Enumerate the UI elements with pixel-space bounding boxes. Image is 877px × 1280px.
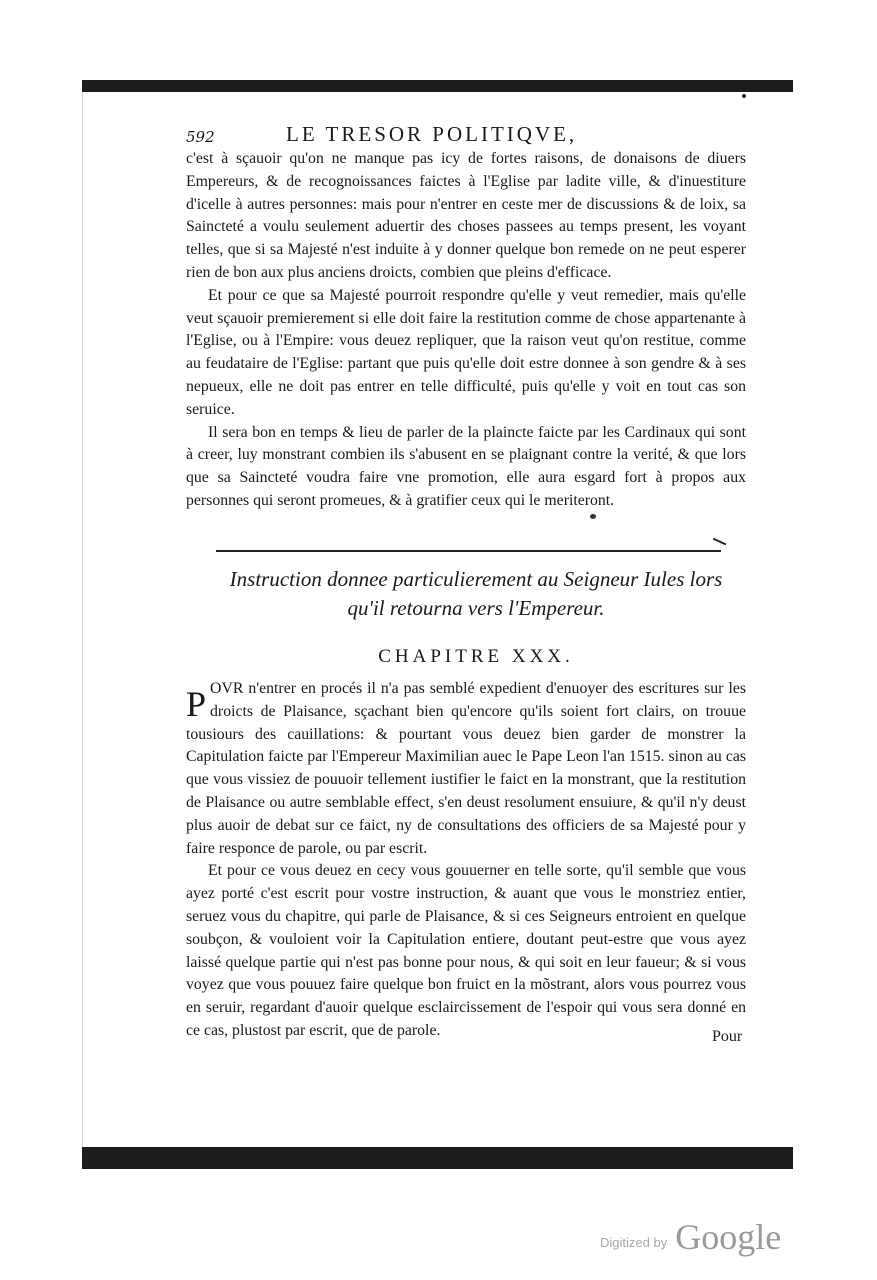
paragraph-text: OVR n'entrer en procés il n'a pas semblé expedient d'enuoyer des escritures sur les droicts de Plaisance, sçachant bien qu'encore qu'ils soient fort clairs, on trouue tousiours des cauillations: & pourtant vous deuez bien garder de monstrer la Capitulation faicte par l'Empereur Maximilian auec le Pape Leon l'an 1515. sinon au cas que vous vissiez de pouuoir tellement iustifier le faict en la monstrant, que la restitution de Plaisance ou autre semblable effect, s'en deust resolument ensuiure, & qu'il n'y deust plus auoir de debat sur ce faict, ny de consultations des officiers de sa Majesté pour y faire responce de parole, ou par escrit. [186,680,746,857]
chapter-title-line: Instruction donnee particulierement au Seigneur Iules lors [229,567,723,591]
scan-speck [742,94,746,98]
paragraph: Et pour ce que sa Majesté pourroit respondre qu'elle y veut remedier, mais qu'elle veut sçauoir premierement si elle doit faire la restitution comme de chose appartenante à l'Eglise, ou à l'Empire: vous deuez repliquer, que la raison veut qu'on restitue, comme au feudataire de l'Eglise: partant que puis qu'elle doit estre donnee à son gendre & à ses nepueux, elle ne doit pas entrer en telle difficulté, puis qu'elle y voit en tout cas son seruice. [186,286,746,418]
section-rule [216,550,721,552]
page-number: 592 [186,128,215,146]
paragraph [186,678,746,860]
drop-cap: P [186,684,207,724]
chapter-number: CHAPITRE XXX. [378,646,574,667]
paragraph: Et pour ce vous deuez en cecy vous gouuerner en telle sorte, qu'il semble que vous ayez porté c'est escrit pour vostre instruction, & auant que vous le monstriez entier, seruez vous du chapitre, qui parle de Plaisance, & si ces Seigneurs entroient en quelque soubçon, & vouloient voir la Capitulation entiere, doutant peut-estre que vous ayez laissé quelque partie qui n'est pas bonne pour nous, & qui soit en leur faueur; & si vous voyez que vous pouuez faire quelque bon fruict en la mõstrant, alors vous pourrez vous en seruir, regardant d'auoir quelque esclaircissement de l'espoir qui vous sera donné en ce cas, plustost par escrit, que de parole. [186,862,746,1039]
google-logo: Google [675,1217,782,1257]
scan-bottom-border [82,1147,793,1169]
section-rule-flourish [708,538,727,557]
chapter-title-line: qu'il retourna vers l'Empereur. [347,596,605,620]
chapter-text [186,678,746,1043]
chapter-title [196,565,756,623]
digitized-by-label: Digitized by [600,1235,668,1250]
previous-chapter-text [186,148,746,513]
page-left-edge [82,92,83,1147]
ink-blot [590,514,596,519]
paragraph: c'est à sçauoir qu'on ne manque pas icy de fortes raisons, de donaisons de diuers Empereurs, & de recognoissances faictes à l'Eglise par ladite ville, & d'inuestiture d'icelle à autres personnes: mais pour n'entrer en ceste mer de discussions & de loix, sa Saincteté a voulu seulement aduertir des choses passees au temps present, les voyant telles, que si sa Majesté n'est induite à y donner quelque bon remede on ne peut esperer rien de bon aux plus anciens droicts, combien que pleins d'efficace. [186,150,746,281]
scan-top-border [82,80,793,92]
paragraph: Il sera bon en temps & lieu de parler de la plaincte faicte par les Cardinaux qui sont à creer, luy monstrant combien ils s'abusent en se plaignant contre la verité, & que lors que sa Saincteté voudra faire vne promotion, elle aura esgard fort à propos aux personnes qui seront promeues, & à gratifier ceux qui le meriteront. [186,423,746,509]
digitization-watermark [600,1218,781,1258]
catchword: Pour [712,1028,743,1045]
running-title: LE TRESOR POLITIQVE, [286,122,578,146]
